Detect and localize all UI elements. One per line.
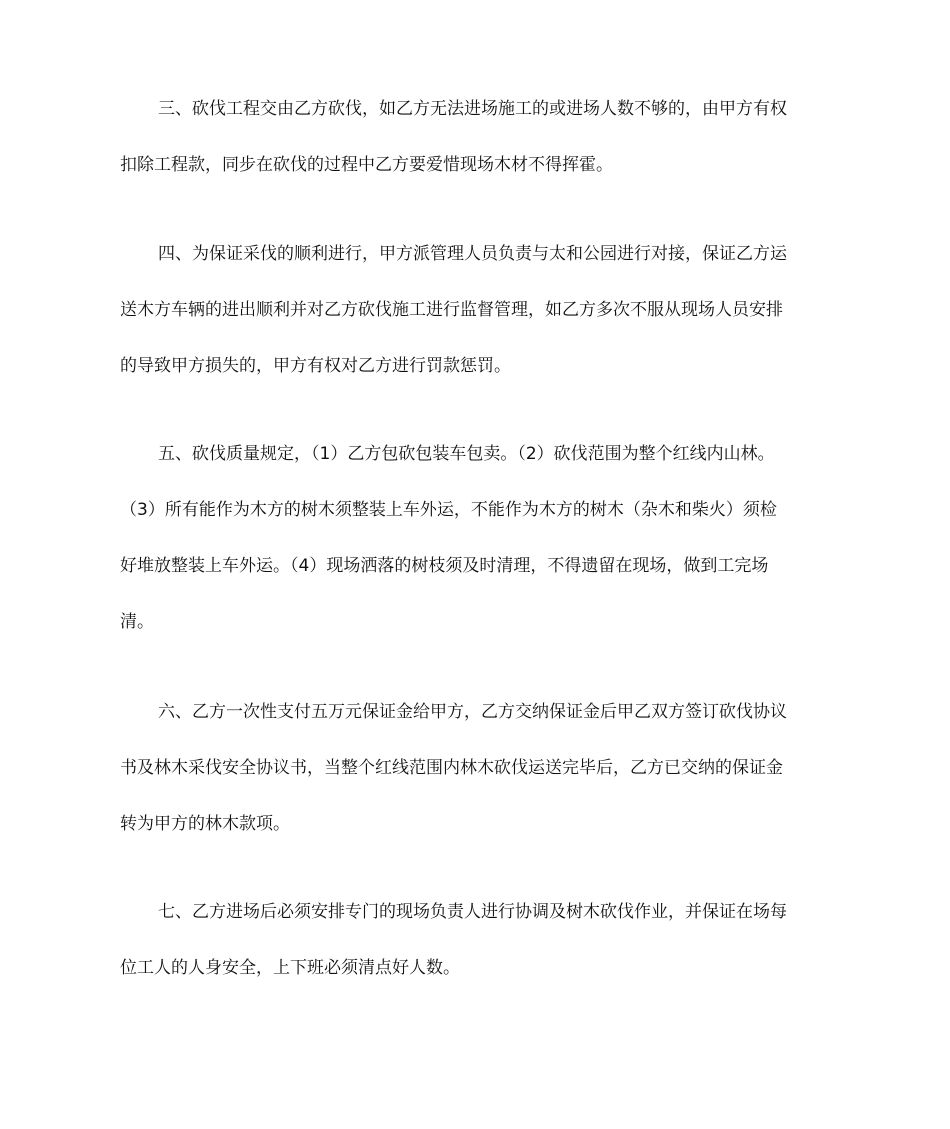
paragraph-line: 四、为保证采伐的顺利进行，甲方派管理人员负责与太和公园进行对接，保证乙方运 — [158, 244, 787, 264]
paragraph-line: 位工人的人身安全，上下班必须清点好人数。 — [120, 958, 460, 978]
paragraph-line: 清。 — [120, 612, 154, 632]
paragraph-line: （3）所有能作为木方的树木须整装上车外运，不能作为木方的树木（杂木和柴火）须检 — [120, 500, 777, 520]
paragraph-line: 好堆放整装上车外运。（4）现场洒落的树枝须及时清理，不得遗留在现场，做到工完场 — [120, 556, 769, 576]
paragraph-line: 送木方车辆的进出顺利并对乙方砍伐施工进行监督管理，如乙方多次不服从现场人员安排 — [120, 300, 783, 320]
paragraph-line: 五、砍伐质量规定，（1）乙方包砍包装车包卖。（2）砍伐范围为整个红线内山林。 — [158, 444, 775, 464]
paragraph-line: 七、乙方进场后必须安排专门的现场负责人进行协调及树木砍伐作业，并保证在场每 — [158, 902, 787, 922]
paragraph-line: 转为甲方的林木款项。 — [120, 814, 290, 834]
paragraph-line: 三、砍伐工程交由乙方砍伐，如乙方无法进场施工的或进场人数不够的，由甲方有权 — [158, 99, 787, 119]
paragraph-line: 扣除工程款，同步在砍伐的过程中乙方要爱惜现场木材不得挥霍。 — [120, 155, 613, 175]
paragraph-line: 的导致甲方损失的，甲方有权对乙方进行罚款惩罚。 — [120, 356, 511, 376]
paragraph-line: 书及林木采伐安全协议书，当整个红线范围内林木砍伐运送完毕后，乙方已交纳的保证金 — [120, 758, 783, 778]
paragraph-line: 六、乙方一次性支付五万元保证金给甲方，乙方交纳保证金后甲乙双方签订砍伐协议 — [158, 702, 787, 722]
